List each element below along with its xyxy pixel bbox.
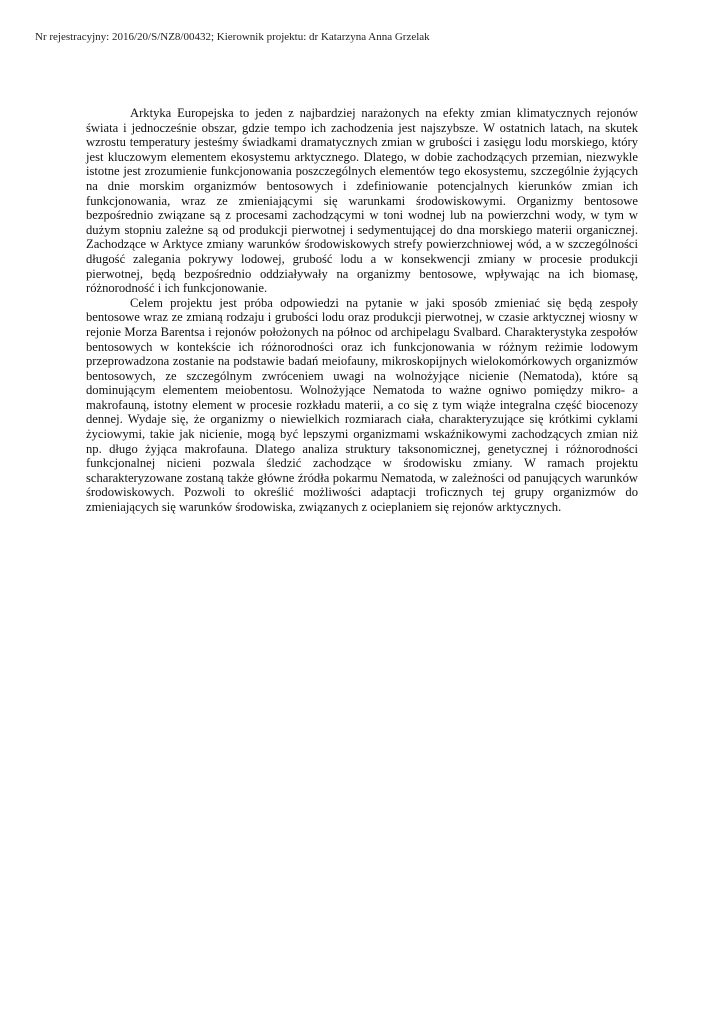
paragraph-project-goal: Celem projektu jest próba odpowiedzi na pytanie w jaki sposób zmieniać się będą zespoły bentosowe wraz ze zmianą rodzaju i grubości lodu oraz produkcji pierwotnej, w czasie arktycznej wiosny w rejonie Morza Barentsa i rejonów położonych na północ od archipelagu Svalbard. Charakterystyka zespołów bentosowych w kontekście ich różnorodności oraz ich funkcjonowania w różnym reżimie lodowym przeprowadzona zostanie na podstawie badań meiofauny, mikroskopijnych wielokomórkowych organizmów bentosowych, ze szczególnym zwróceniem uwagi na wolnożyjące nicienie (Nematoda), które są dominującym elementem meiobentosu. Wolnożyjące Nematoda to ważne ogniwo pomiędzy mikro- a makrofauną, istotny element w procesie rozkładu materii, a co się z tym wiąże integralna część biocenozy dennej. Wydaje się, że organizmy o niewielkich rozmiarach ciała, charakteryzujące się krótkimi cyklami życiowymi, takie jak nicienie, mogą być lepszymi organizmami wskaźnikowymi zachodzących zmian niż np. długo żyjąca makrofauna. Dlatego analiza struktury taksonomicznej, genetycznej i różnorodności funkcjonalnej nicieni pozwala śledzić zachodzące w środowisku zmiany. W ramach projektu scharakteryzowane zostaną także główne źródła pokarmu Nematoda, w zależności od panujących warunków środowiskowych. Pozwoli to określić możliwości adaptacji troficznych tej grupy organizmów do zmieniających się warunków środowiska, związanych z ocieplaniem się rejonów arktycznych. [86,295,638,515]
registration-header: Nr rejestracyjny: 2016/20/S/NZ8/00432; Kierownik projektu: dr Katarzyna Anna Grzelak [35,31,430,43]
paragraph-arctic-context: Arktyka Europejska to jeden z najbardziej narażonych na efekty zmian klimatycznych rejonów świata i jednocześnie obszar, gdzie tempo ich zachodzenia jest najszybsze. W ostatnich latach, na skutek wzrostu temperatury jesteśmy świadkami dramatycznych zmian w grubości i zasięgu lodu morskiego, który jest kluczowym elementem ekosystemu arktycznego. Dlatego, w dobie zachodzących przemian, niezwykle istotne jest zrozumienie funkcjonowania poszczególnych elementów tego ekosystemu, szczególnie żyjących na dnie morskim organizmów bentosowych i zdefiniowanie potencjalnych kierunków zmian ich funkcjonowania, wraz ze zmieniającymi się warunkami środowiskowymi. Organizmy bentosowe bezpośrednio związane są z procesami zachodzącymi w toni wodnej lub na powierzchni wody, w tym w dużym stopniu zależne są od produkcji pierwotnej i sedymentującej do dna morskiego materii organicznej. Zachodzące w Arktyce zmiany warunków środowiskowych strefy powierzchniowej wód, a w szczególności długość zalegania pokrywy lodowej, grubość lodu a w konsekwencji zmiany w procesie produkcji pierwotnej, będą bezpośrednio oddziaływały na organizmy bentosowe, wpływając na ich biomasę, różnorodność i ich funkcjonowanie. [86,106,638,296]
document-body [86,106,638,515]
